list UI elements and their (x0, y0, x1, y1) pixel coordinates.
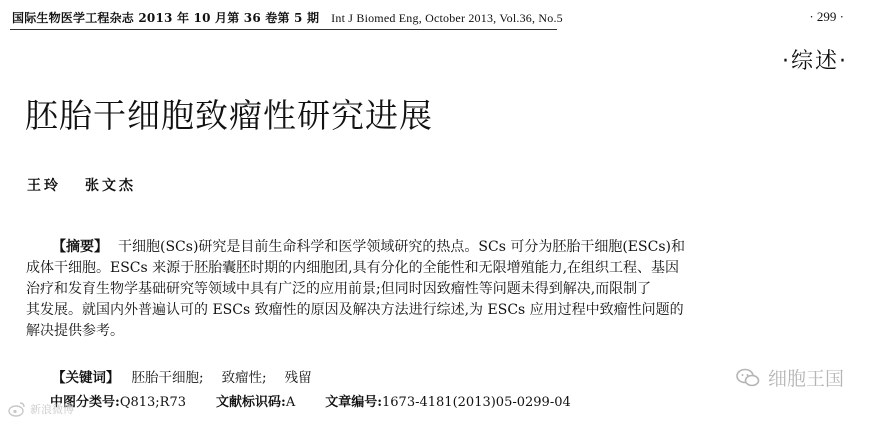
page-number: · 299 · (809, 9, 844, 24)
journal-header-en: Int J Biomed Eng, October 2013, Vol.36, No.5 (331, 11, 563, 25)
keyword: 致瘤性; (221, 370, 267, 386)
abstract-line: 治疗和发育生物学基础研究等领域中具有广泛的应用前景;但同时因致瘤性等问题未得到解决,而限制了 (26, 281, 652, 297)
keyword: 残留 (284, 370, 312, 386)
watermark-weibo-text: 新浪微博 (30, 403, 74, 416)
abstract-line: 解决提供参考。 (26, 323, 124, 339)
doc-code-value: A (285, 395, 296, 410)
author-name: 王玲 (27, 178, 61, 194)
keywords (52, 366, 330, 386)
abstract (26, 237, 731, 342)
wechat-icon (736, 368, 760, 388)
article-no-label: 文章编号: (325, 395, 383, 410)
article-no-value: 1673-4181(2013)05-0299-04 (382, 395, 571, 410)
keyword: 胚胎干细胞; (131, 370, 204, 386)
author-list (27, 175, 136, 195)
abstract-line: 【摘要】 干细胞(SCs)研究是目前生命科学和医学领域研究的热点。SCs 可分为胚胎干细胞(ESCs)和 (52, 239, 685, 255)
watermark-wechat-text: 细胞王国 (767, 368, 844, 390)
journal-header (12, 9, 563, 26)
header-rule (10, 29, 557, 30)
article-title: 胚胎干细胞致瘤性研究进展 (25, 96, 433, 135)
classification-line (50, 391, 571, 410)
watermark-wechat (736, 364, 844, 391)
abstract-line: 成体干细胞。ESCs 来源于胚胎囊胚时期的内细胞团,具有分化的全能性和无限增殖能力,在组织工程、基因 (26, 260, 680, 276)
author-name: 张文杰 (85, 178, 136, 194)
keywords-label: 【关键词】 (52, 370, 120, 386)
doc-code-label: 文献标识码: (216, 395, 286, 410)
clc-label: 中图分类号: (50, 395, 120, 410)
journal-header-cn: 国际生物医学工程杂志 2013 年 10 月第 36 卷第 5 期 (12, 11, 320, 25)
clc-value: Q813;R73 (119, 395, 186, 410)
abstract-line: 其发展。就国内外普遍认可的 ESCs 致瘤性的原因及解决方法进行综述,为 ESCs 应用过程中致瘤性问题的 (26, 302, 684, 318)
abstract-label: 【摘要】 (52, 239, 108, 255)
section-tag: ·综述· (782, 49, 848, 74)
weibo-icon (8, 401, 26, 417)
watermark-weibo (8, 401, 74, 417)
